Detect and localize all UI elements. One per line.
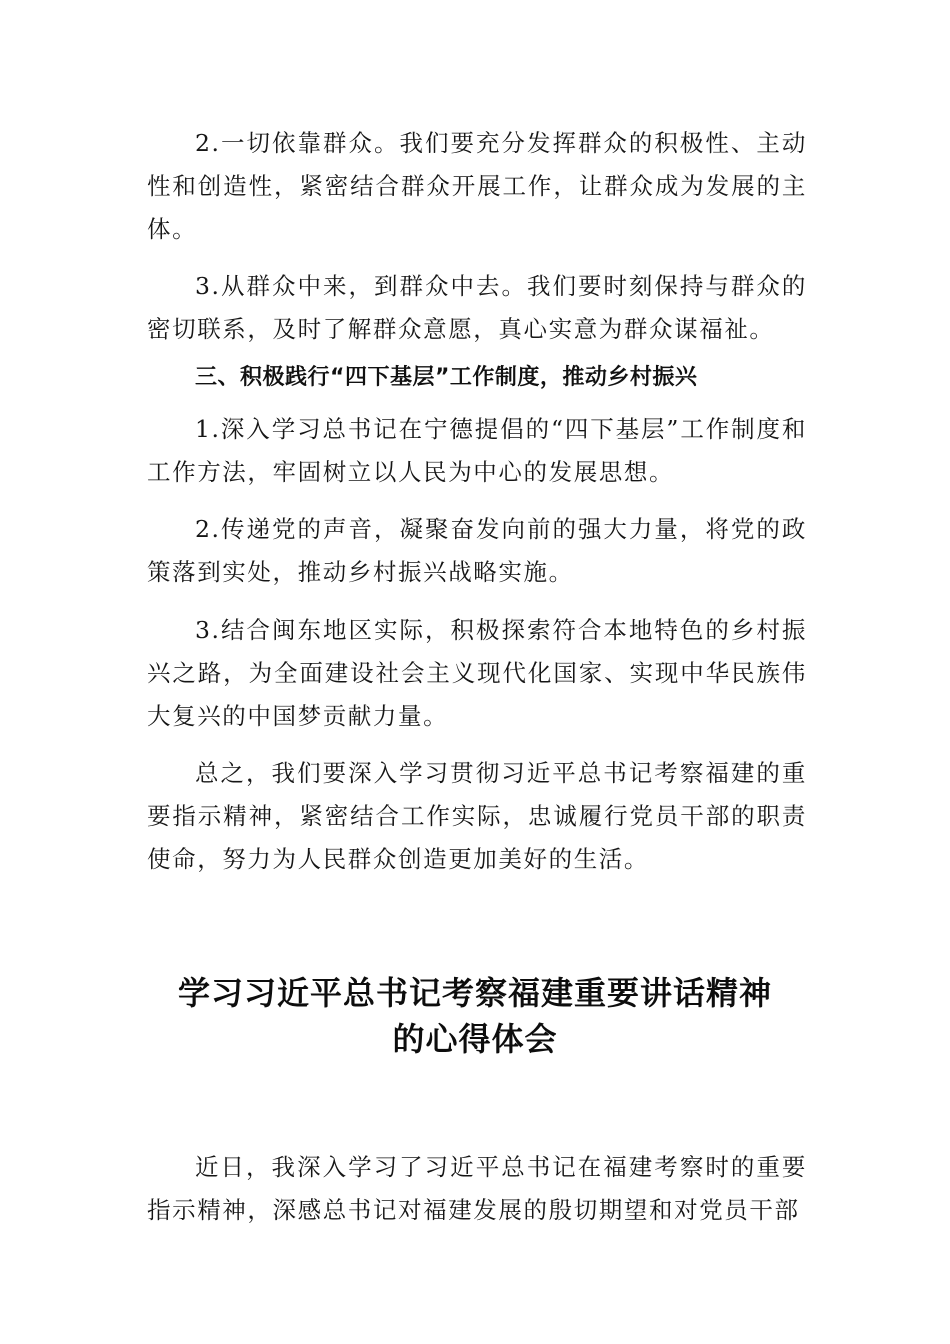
- article-intro-paragraph: 近日，我深入学习了习近平总书记在福建考察时的重要指示精神，深感总书记对福建发展的殷切期望和对党员干部: [147, 1153, 807, 1224]
- paragraph-party-voice: 2.传递党的声音，凝聚奋发向前的强大力量，将党的政策落到实处，推动乡村振兴战略实施。: [147, 515, 807, 586]
- article-title-line-1: 学习习近平总书记考察福建重要讲话精神: [177, 974, 772, 1012]
- paragraph-rely-on-masses: 2.一切依靠群众。我们要充分发挥群众的积极性、主动性和创造性，紧密结合群众开展工作，让群众成为发展的主体。: [147, 129, 807, 243]
- section-three-heading: 三、积极践行“四下基层”工作制度，推动乡村振兴: [195, 365, 698, 390]
- paragraph-four-downs: 1.深入学习总书记在宁德提倡的“四下基层”工作制度和工作方法，牢固树立以人民为中心的发展思想。: [147, 415, 807, 486]
- paragraph-from-masses: 3.从群众中来，到群众中去。我们要时刻保持与群众的密切联系，及时了解群众意愿，真心实意为群众谋福祉。: [147, 272, 807, 343]
- article-title-line-2: 的心得体会: [392, 1020, 558, 1058]
- article-title: [120, 970, 830, 1062]
- paragraph-mindong-practice: 3.结合闽东地区实际，积极探索符合本地特色的乡村振兴之路，为全面建设社会主义现代化国家、实现中华民族伟大复兴的中国梦贡献力量。: [147, 616, 807, 730]
- paragraph-conclusion: 总之，我们要深入学习贯彻习近平总书记考察福建的重要指示精神，紧密结合工作实际，忠诚履行党员干部的职责使命，努力为人民群众创造更加美好的生活。: [147, 759, 807, 873]
